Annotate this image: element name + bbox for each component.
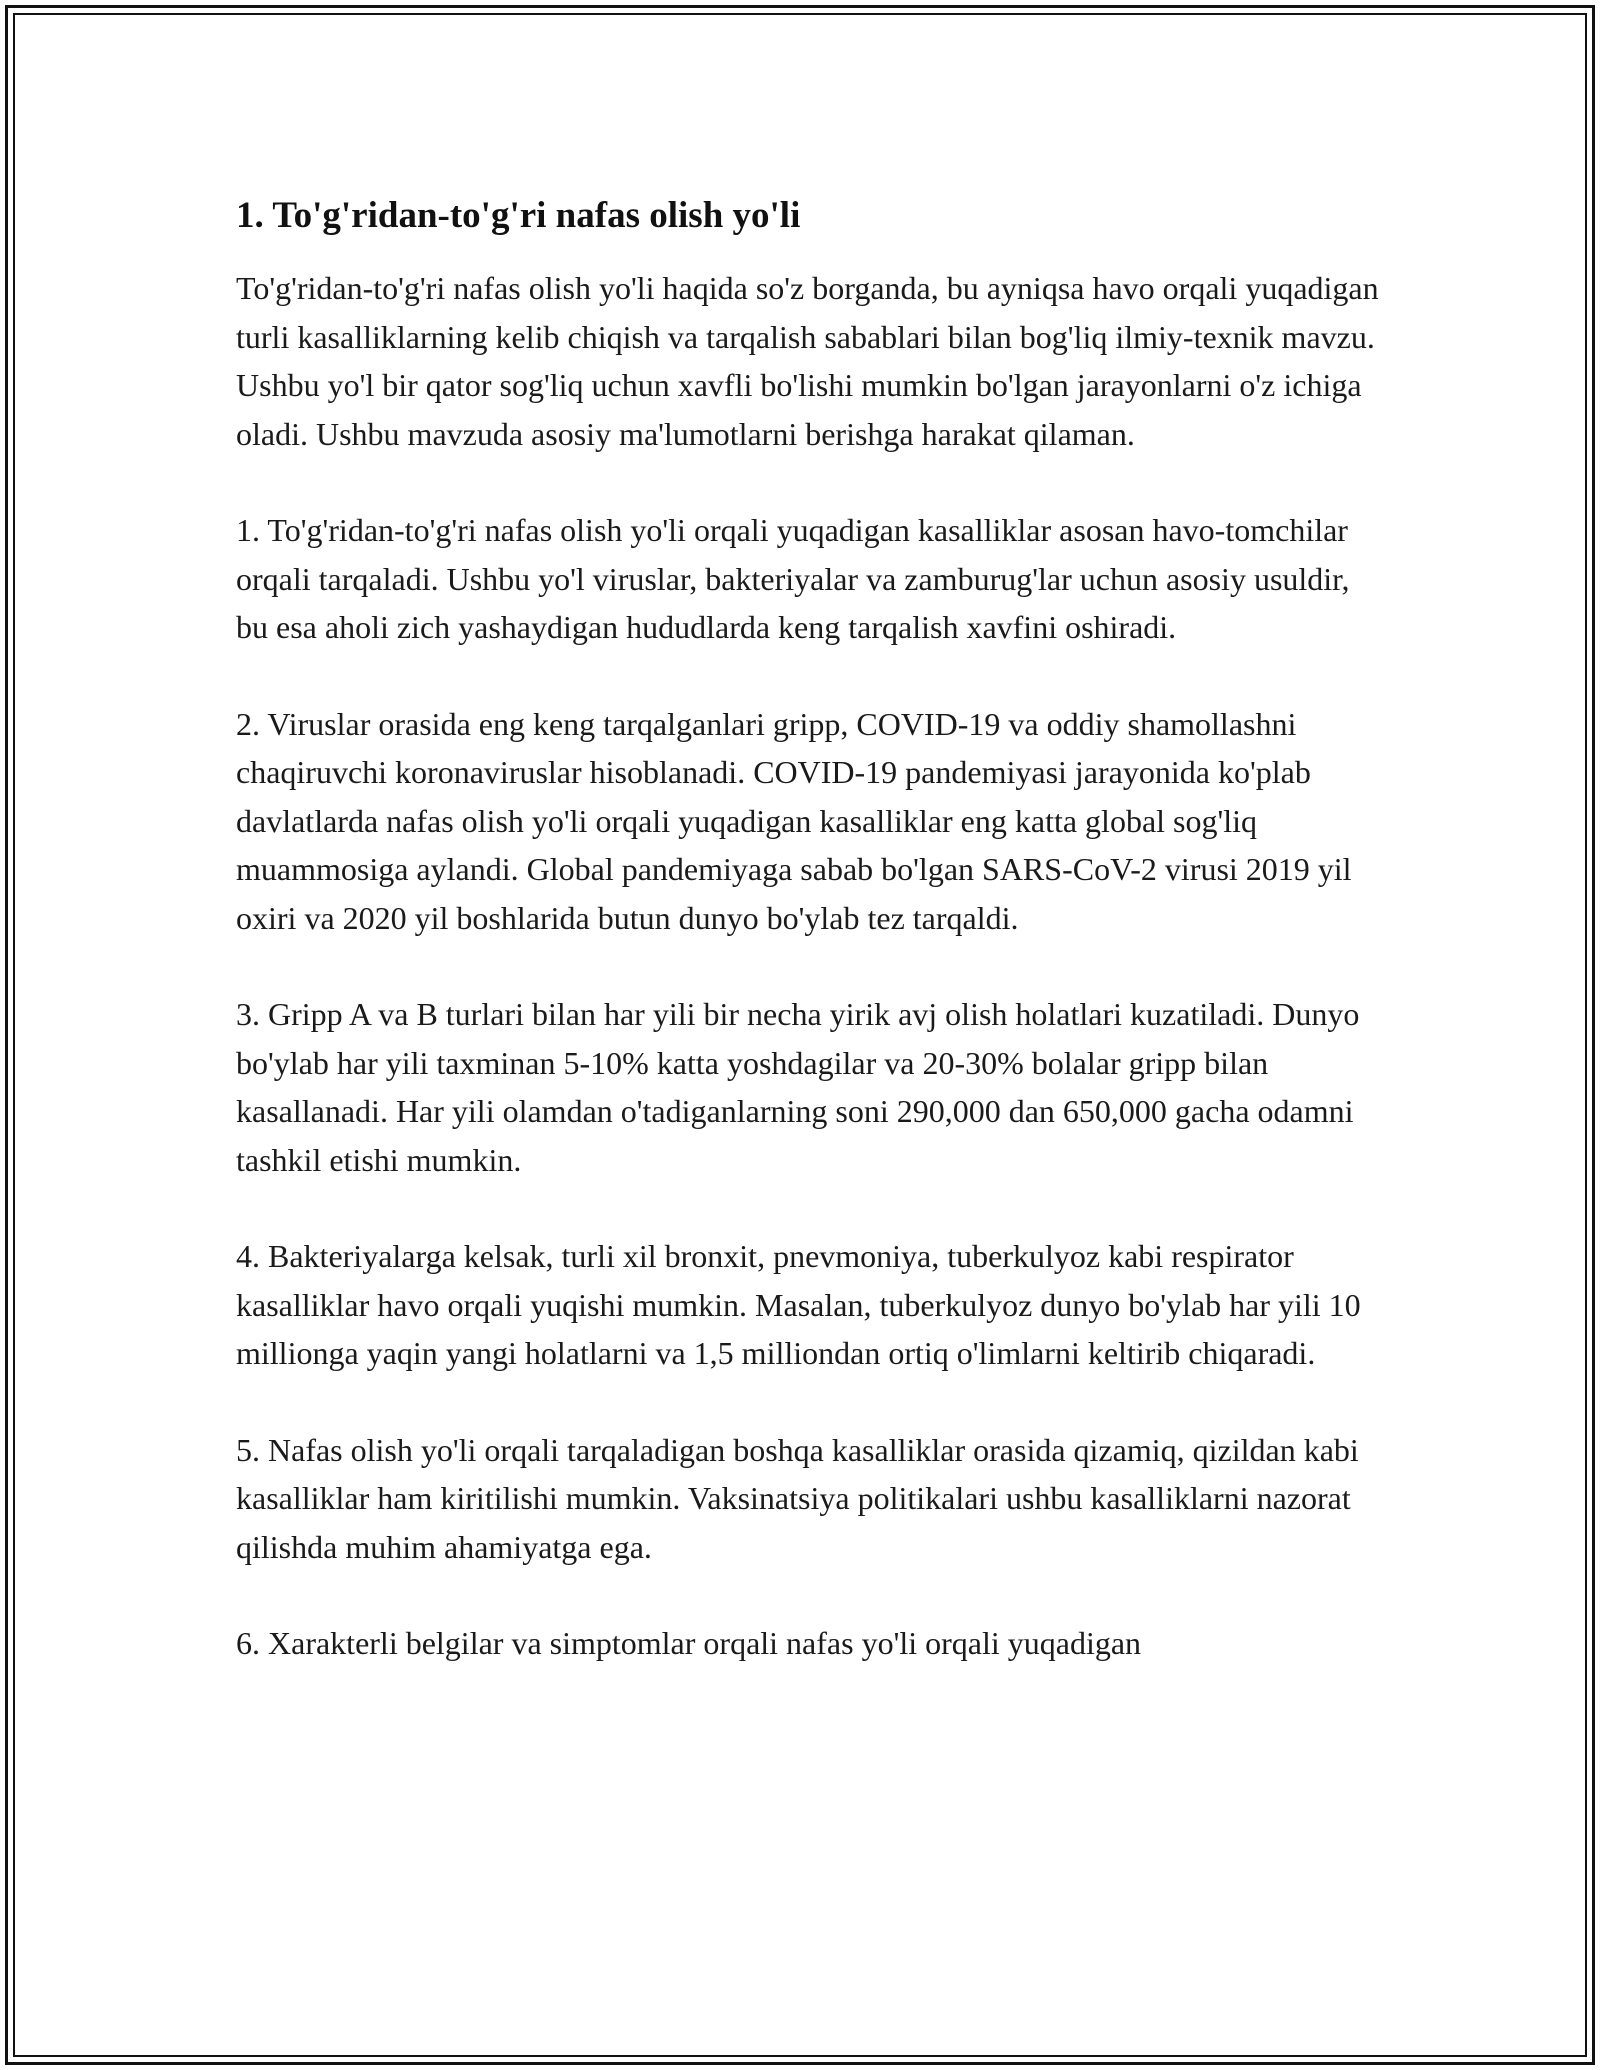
section-heading: 1. To'g'ridan-to'g'ri nafas olish yo'li xyxy=(236,195,801,236)
document-body xyxy=(236,188,1386,1716)
paragraph-point-1: 1. To'g'ridan-to'g'ri nafas olish yo'li orqali yuqadigan kasalliklar asosan havo-tomchilar orqali tarqaladi. Ushbu yo'l viruslar, bakteriyalar va zamburug'lar uchun asosiy usuldir, bu esa aholi zich yashaydigan hududlarda keng tarqalish xavfini oshiradi. xyxy=(236,512,1350,645)
paragraph-point-5: 5. Nafas olish yo'li orqali tarqaladigan boshqa kasalliklar orasida qizamiq, qizildan kabi kasalliklar ham kiritilishi mumkin. Vaksinatsiya politikalari ushbu kasalliklarni nazorat qilishda muhim ahamiyatga ega. xyxy=(236,1431,1359,1565)
paragraph-point-4: 4. Bakteriyalarga kelsak, turli xil bronxit, pnevmoniya, tuberkulyoz kabi respirator kasalliklar havo orqali yuqishi mumkin. Masalan, tuberkulyoz dunyo bo'ylab har yili 10 millionga yaqin yangi holatlarni va 1,5 milliondan ortiq o'limlarni keltirib chiqaradi. xyxy=(236,1238,1361,1371)
intro-paragraph: To'g'ridan-to'g'ri nafas olish yo'li haqida so'z borganda, bu ayniqsa havo orqali yuqadigan turli kasalliklarning kelib chiqish va tarqalish sabablari bilan bog'liq ilmiy-texnik mavzu. Ushbu yo'l bir qator sog'liq uchun xavfli bo'lishi mumkin bo'lgan jarayonlarni o'z ichiga oladi. Ushbu mavzuda asosiy ma'lumotlarni berishga harakat qilaman. xyxy=(236,270,1379,452)
paragraph-point-2: 2. Viruslar orasida eng keng tarqalganlari gripp, COVID-19 va oddiy shamollashni chaqiruvchi koronaviruslar hisoblanadi. COVID-19 pandemiyasi jarayonida ko'plab davlatlarda nafas olish yo'li orqali yuqadigan kasalliklar eng katta global sog'liq muammosiga aylandi. Global pandemiyaga sabab bo'lgan SARS-CoV-2 virusi 2019 yil oxiri va 2020 yil boshlarida butun dunyo bo'ylab tez tarqaldi. xyxy=(236,705,1352,936)
paragraph-point-6: 6. Xarakterli belgilar va simptomlar orqali nafas yo'li orqali yuqadigan xyxy=(236,1625,1142,1661)
paragraph-point-3: 3. Gripp A va B turlari bilan har yili bir necha yirik avj olish holatlari kuzatiladi. Dunyo bo'ylab har yili taxminan 5-10% katta yoshdagilar va 20-30% bolalar gripp bilan kasallanadi. Har yili olamdan o'tadiganlarning soni 290,000 dan 650,000 gacha odamni tashkil etishi mumkin. xyxy=(236,996,1360,1178)
